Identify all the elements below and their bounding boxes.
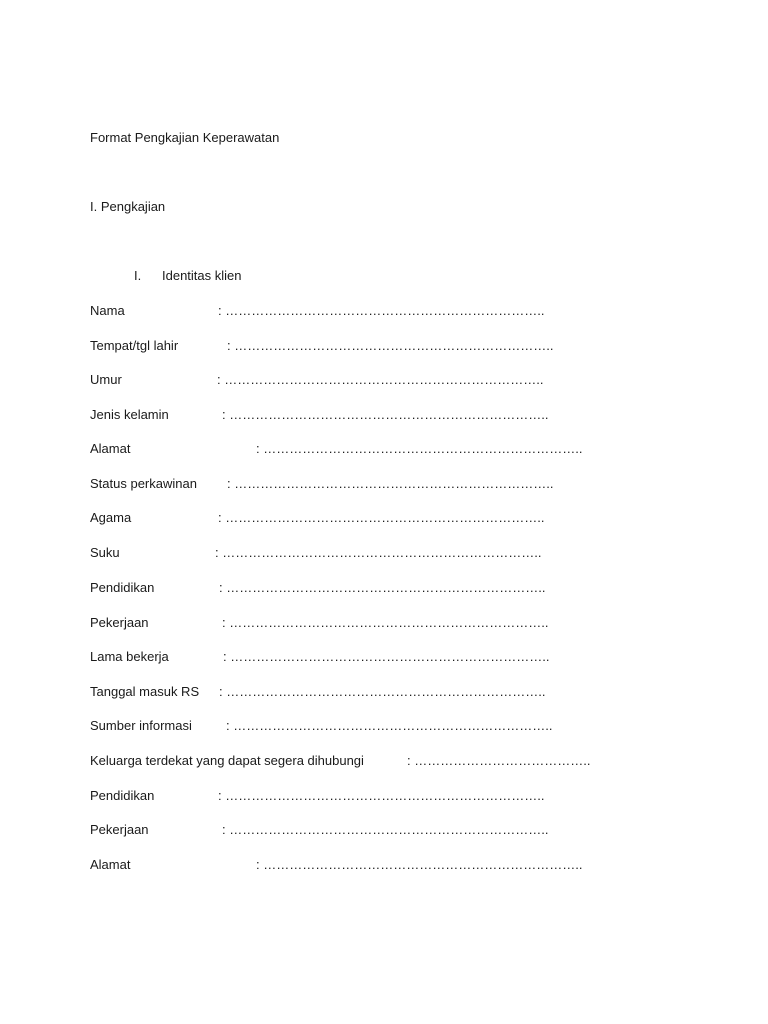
- field-value: : …………………………………..: [407, 753, 591, 768]
- field-value: : ………………………………………………………………..: [217, 372, 544, 387]
- field-value: : ………………………………………………………………..: [222, 822, 549, 837]
- field-label: Alamat: [90, 441, 131, 456]
- field-label: Pendidikan: [90, 580, 155, 595]
- field-value: : ………………………………………………………………..: [223, 649, 550, 664]
- field-value: : ………………………………………………………………..: [219, 684, 546, 699]
- field-label: Status perkawinan: [90, 476, 197, 491]
- field-label: Tanggal masuk RS: [90, 684, 200, 699]
- field-label: Sumber informasi: [90, 718, 192, 733]
- section-heading: I. Pengkajian: [90, 199, 166, 214]
- field-label: Agama: [90, 510, 132, 525]
- field-label: Umur: [90, 372, 122, 387]
- field-value: : ………………………………………………………………..: [222, 615, 549, 630]
- field-value: : ………………………………………………………………..: [222, 407, 549, 422]
- field-value: : ………………………………………………………………..: [218, 788, 545, 803]
- field-value: : ………………………………………………………………..: [227, 476, 554, 491]
- field-label: Suku: [90, 545, 120, 560]
- field-label: Lama bekerja: [90, 649, 169, 664]
- field-value: : ………………………………………………………………..: [256, 857, 583, 872]
- field-value: : ………………………………………………………………..: [218, 510, 545, 525]
- document-title: Format Pengkajian Keperawatan: [90, 130, 280, 145]
- field-value: : ………………………………………………………………..: [215, 545, 542, 560]
- subsection-numeral: I.: [134, 268, 142, 283]
- field-value: : ………………………………………………………………..: [218, 303, 545, 318]
- field-label: Jenis kelamin: [90, 407, 169, 422]
- field-value: : ………………………………………………………………..: [256, 441, 583, 456]
- field-value: : ………………………………………………………………..: [227, 338, 554, 353]
- field-label: Alamat: [90, 857, 131, 872]
- field-label: Nama: [90, 303, 125, 318]
- field-label: Keluarga terdekat yang dapat segera dihubungi: [90, 753, 364, 768]
- field-label: Pekerjaan: [90, 615, 149, 630]
- field-value: : ………………………………………………………………..: [219, 580, 546, 595]
- field-value: : ………………………………………………………………..: [226, 718, 553, 733]
- field-label: Pekerjaan: [90, 822, 149, 837]
- field-label: Tempat/tgl lahir: [90, 338, 179, 353]
- field-label: Pendidikan: [90, 788, 155, 803]
- subsection-title: Identitas klien: [162, 268, 242, 283]
